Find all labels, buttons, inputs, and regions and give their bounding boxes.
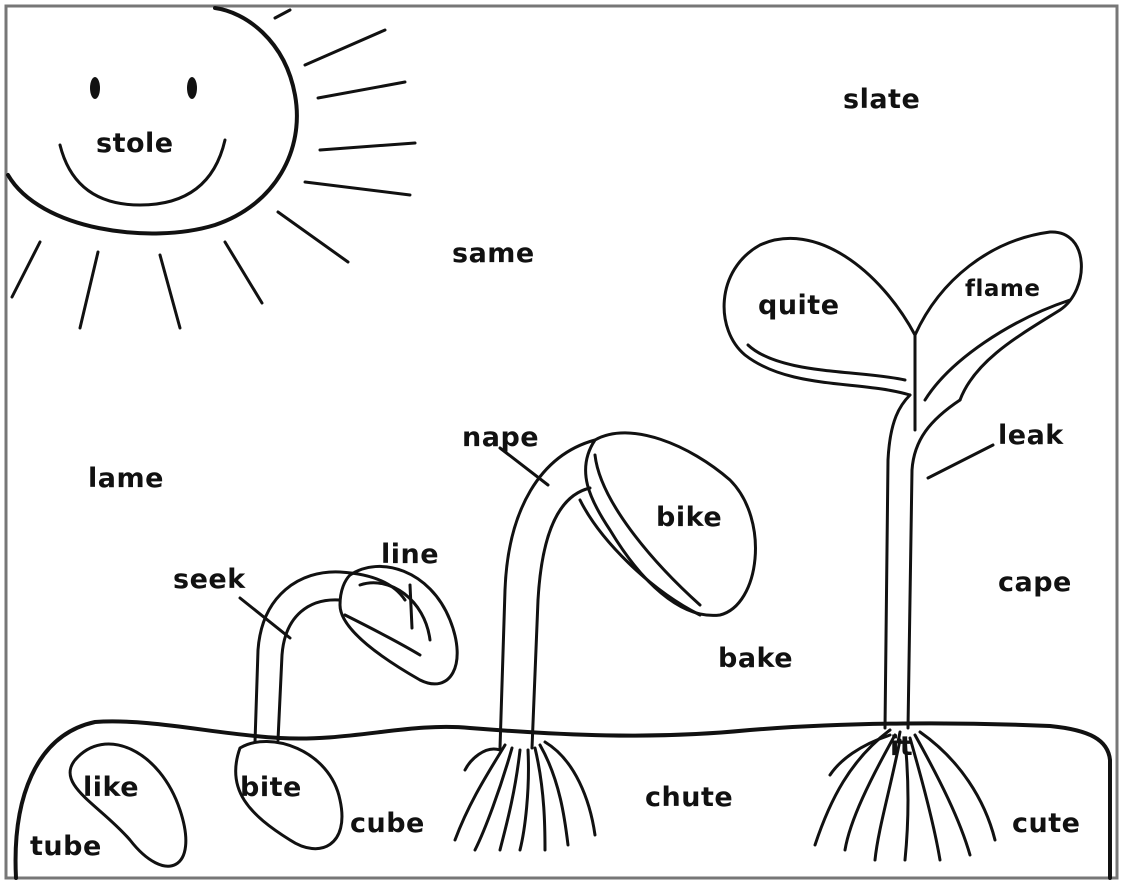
tall-sprout-right-leaf [915,232,1081,400]
seek-pointer [240,598,290,638]
label-cube: cube [350,808,425,839]
label-seek: seek [173,564,246,595]
tall-sprout-left-leaf-inner [748,345,905,380]
label-cape: cape [998,567,1072,598]
label-bike: bike [656,502,723,533]
label-like: like [83,772,140,803]
small-sprout-stem-inner [278,600,340,740]
label-stole: stole [96,128,174,159]
label-line: line [381,539,440,570]
label-flame: flame [965,276,1041,302]
nape-pointer [500,448,548,485]
middle-sprout-stem-inner [532,488,590,748]
ground-outline [16,721,1110,878]
label-lame: lame [88,463,164,494]
label-leak: leak [998,420,1064,451]
label-bite: bite [240,772,302,803]
pointer-lines [240,445,993,742]
label-it: it [890,731,914,762]
sun-right-eye [187,77,197,99]
leak-pointer [928,445,993,478]
label-slate: slate [843,84,921,115]
label-tube: tube [30,831,102,862]
sun [8,8,415,328]
sun-left-eye [90,77,100,99]
label-quite: quite [758,290,840,321]
label-cute: cute [1012,808,1081,839]
middle-sprout [500,433,755,748]
label-same: same [452,238,535,269]
tall-sprout-stem-left [885,395,910,728]
sun-disc [8,8,297,233]
label-chute: chute [645,782,734,813]
small-sprout-seed-leaf-inner [360,583,430,640]
small-sprout-seed-leaf [340,566,457,683]
tall-sprout-stem-right [908,400,960,728]
small-sprout [255,566,457,742]
line-pointer [410,585,412,628]
label-bake: bake [718,643,794,674]
middle-sprout-roots [455,742,595,850]
label-nape: nape [462,422,540,453]
